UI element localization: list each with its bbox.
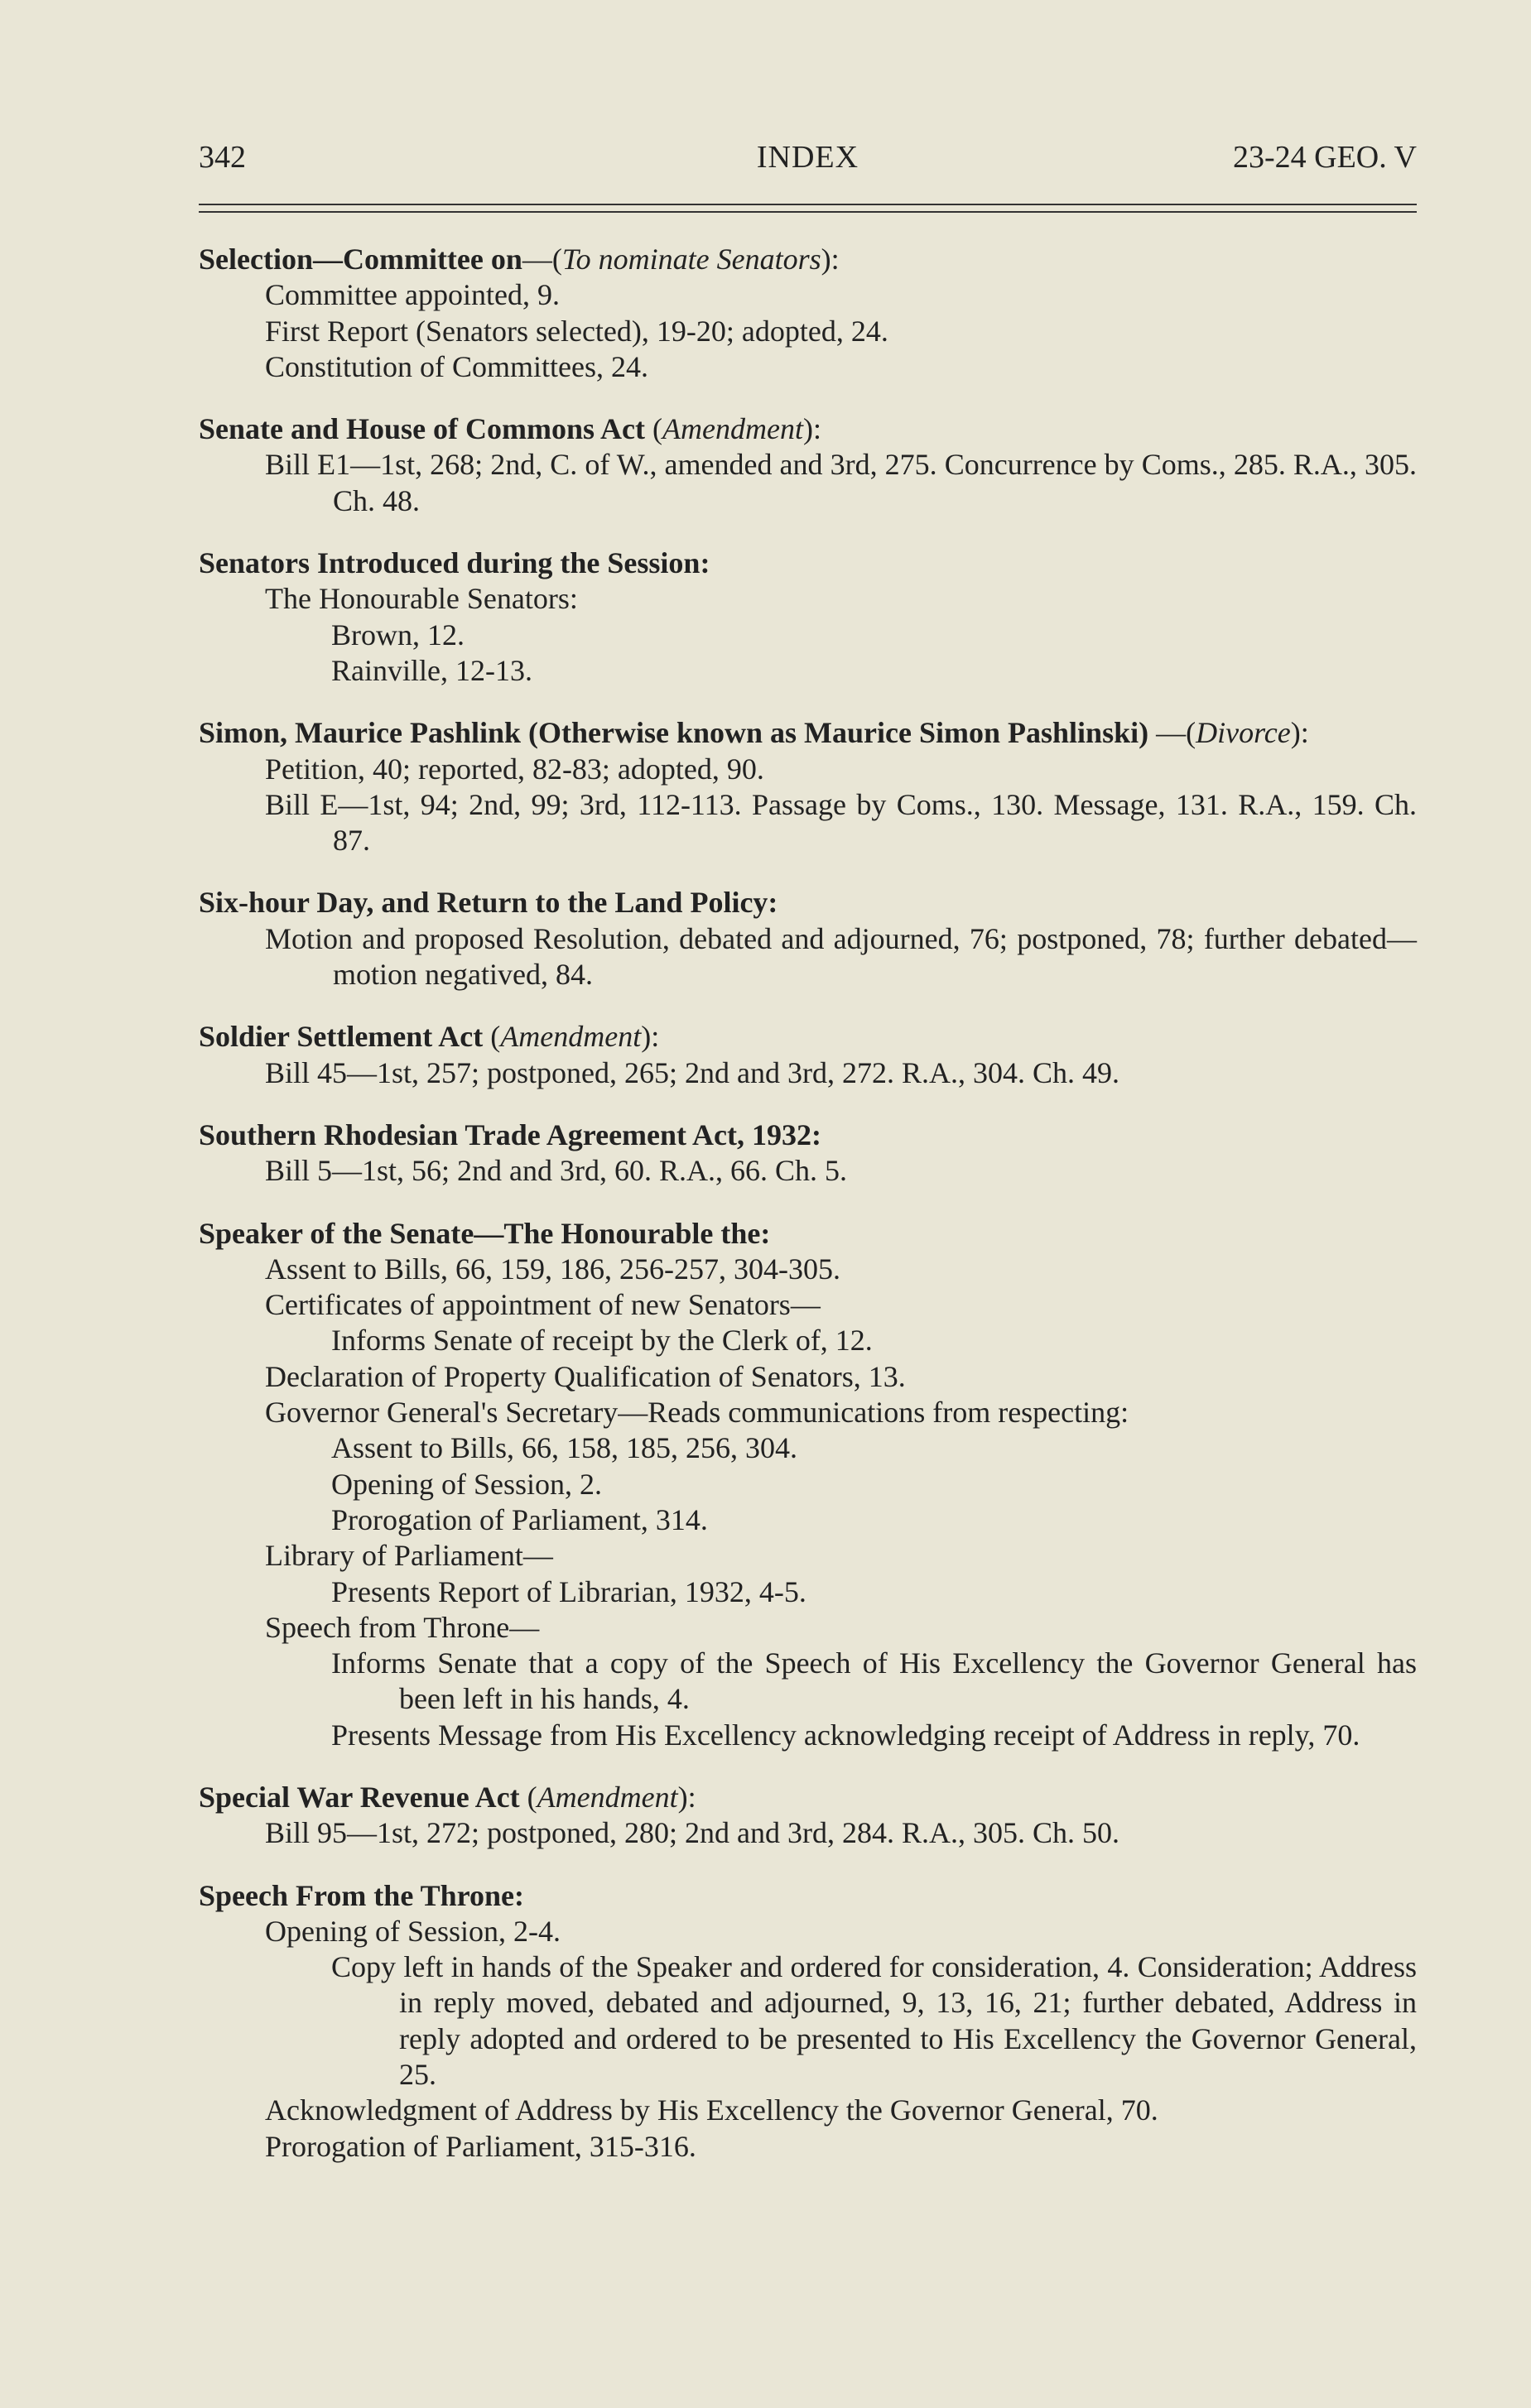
entry-heading [199,411,1417,447]
index-entry [199,885,1417,993]
entry-subline: Presents Report of Librarian, 1932, 4-5. [331,1574,806,1608]
entry-heading-paren-close: ): [802,412,821,446]
entry-subline: Acknowledgment of Address by His Excellency the Governor General, 70. [265,2093,1158,2127]
index-entry [199,546,1417,689]
entry-subline: Assent to Bills, 66, 158, 185, 256, 304. [331,1431,798,1465]
entry-heading [199,546,1417,581]
entry-heading-text: Speech From the Throne: [199,1878,524,1912]
entry-heading-text: Simon, Maurice Pashlink (Otherwise known as Maurice Simon Pashlinski) [199,716,1149,750]
entry-heading-paren-open: —( [522,243,562,276]
entry-heading [199,885,1417,920]
entry-subline: Opening of Session, 2. [331,1467,602,1501]
entry-subline: First Report (Senators selected), 19-20; adopted, 24. [265,314,888,348]
entry-heading-qualifier: Amendment [537,1780,678,1814]
entry-heading [199,1019,1417,1055]
entry-subline: Rainville, 12-13. [331,653,532,687]
entry-subline: Bill 45—1st, 257; postponed, 265; 2nd and 3rd, 272. R.A., 304. Ch. 49. [265,1055,1120,1089]
entry-subline: Speech from Throne— [265,1610,540,1644]
entry-subline: Copy left in hands of the Speaker and ordered for consideration, 4. Consideration; Address in reply moved, debated and adjourned, 9, 13, 16, 21; further debated, Address in reply adopted and ordered to be presented to His Excellency the Governor General, 25. [331,1950,1417,2092]
entry-subline: Informs Senate that a copy of the Speech of His Excellency the Governor General has been left in his hands, 4. [331,1646,1417,1716]
entry-subline: Committee appointed, 9. [265,278,560,312]
index-entry [199,715,1417,858]
index-entry [199,411,1417,519]
entry-subline: Certificates of appointment of new Senators— [265,1288,821,1322]
index-entry [199,1878,1417,2165]
page-header [199,139,1417,180]
entry-heading-qualifier: To nominate Senators [561,243,821,276]
entry-heading [199,1117,1417,1153]
entry-subline: Presents Message from His Excellency acknowledging receipt of Address in reply, 70. [331,1718,1360,1752]
entry-heading-text: Southern Rhodesian Trade Agreement Act, 1932: [199,1117,821,1151]
entry-heading-paren-close: ): [677,1780,696,1814]
entry-heading [199,1878,1417,1914]
index-entry [199,1117,1417,1190]
entry-heading-text: Soldier Settlement Act [199,1020,484,1054]
entry-heading-text: Senate and House of Commons Act [199,412,646,446]
index-entry [199,1216,1417,1753]
entry-heading-paren-open: ( [519,1780,537,1814]
entry-heading-text: Selection—Committee on [199,243,522,276]
index-entry [199,1780,1417,1852]
running-title: INDEX [756,140,859,175]
entry-subline: Bill E—1st, 94; 2nd, 99; 3rd, 112-113. Passage by Coms., 130. Message, 131. R.A., 159. Ch. 87. [265,787,1417,858]
index-entry [199,242,1417,385]
entry-heading-text: Six-hour Day, and Return to the Land Policy: [199,886,778,920]
entry-heading-text: Speaker of the Senate—The Honourable the: [199,1216,771,1250]
entry-subline: Library of Parliament— [265,1539,553,1573]
entry-heading-text: Senators Introduced during the Session: [199,546,710,580]
index-entries [199,242,1417,2191]
entry-heading-paren-close: ): [821,243,840,276]
entry-heading-paren-open: ( [483,1020,501,1054]
entry-subline: Constitution of Committees, 24. [265,349,649,383]
header-rule-bottom [199,211,1417,213]
entry-subline: Bill 5—1st, 56; 2nd and 3rd, 60. R.A., 66. Ch. 5. [265,1154,848,1188]
entry-subline: Governor General's Secretary—Reads communications from respecting: [265,1396,1129,1430]
index-entry [199,1019,1417,1091]
entry-subline: Motion and proposed Resolution, debated and adjourned, 76; postponed, 78; further debated—motion negatived, 84. [265,921,1417,992]
page-number: 342 [199,140,246,175]
entry-subline: Brown, 12. [331,618,465,651]
entry-subline: Opening of Session, 2-4. [265,1914,561,1948]
entry-subline: Prorogation of Parliament, 315-316. [265,2129,696,2163]
entry-heading [199,1216,1417,1252]
entry-heading-paren-close: ): [641,1020,660,1054]
entry-heading-paren-open: ( [645,412,663,446]
entry-subline: Informs Senate of receipt by the Clerk of, 12. [331,1324,873,1358]
entry-heading-paren-open: —( [1148,716,1196,750]
entry-heading-qualifier: Amendment [500,1020,642,1054]
entry-subline: The Honourable Senators: [265,582,578,616]
entry-heading-paren-close: ): [1290,716,1309,750]
entry-subline: Assent to Bills, 66, 159, 186, 256-257, 304-305. [265,1252,841,1286]
entry-subline: Bill E1—1st, 268; 2nd, C. of W., amended and 3rd, 275. Concurrence by Coms., 285. R.A., 305. Ch. 48. [265,448,1417,517]
entry-subline: Petition, 40; reported, 82-83; adopted, 90. [265,752,764,786]
entry-heading [199,715,1417,751]
entry-subline: Prorogation of Parliament, 314. [331,1502,708,1536]
session-label: 23-24 GEO. V [1232,140,1417,175]
entry-subline: Bill 95—1st, 272; postponed, 280; 2nd and 3rd, 284. R.A., 305. Ch. 50. [265,1816,1120,1850]
entry-heading-text: Special War Revenue Act [199,1780,520,1814]
header-rule-top [199,204,1417,205]
entry-heading-qualifier: Divorce [1196,716,1291,750]
entry-subline: Declaration of Property Qualification of Senators, 13. [265,1359,906,1393]
entry-heading [199,1780,1417,1815]
entry-heading [199,242,1417,277]
entry-heading-qualifier: Amendment [662,412,803,446]
